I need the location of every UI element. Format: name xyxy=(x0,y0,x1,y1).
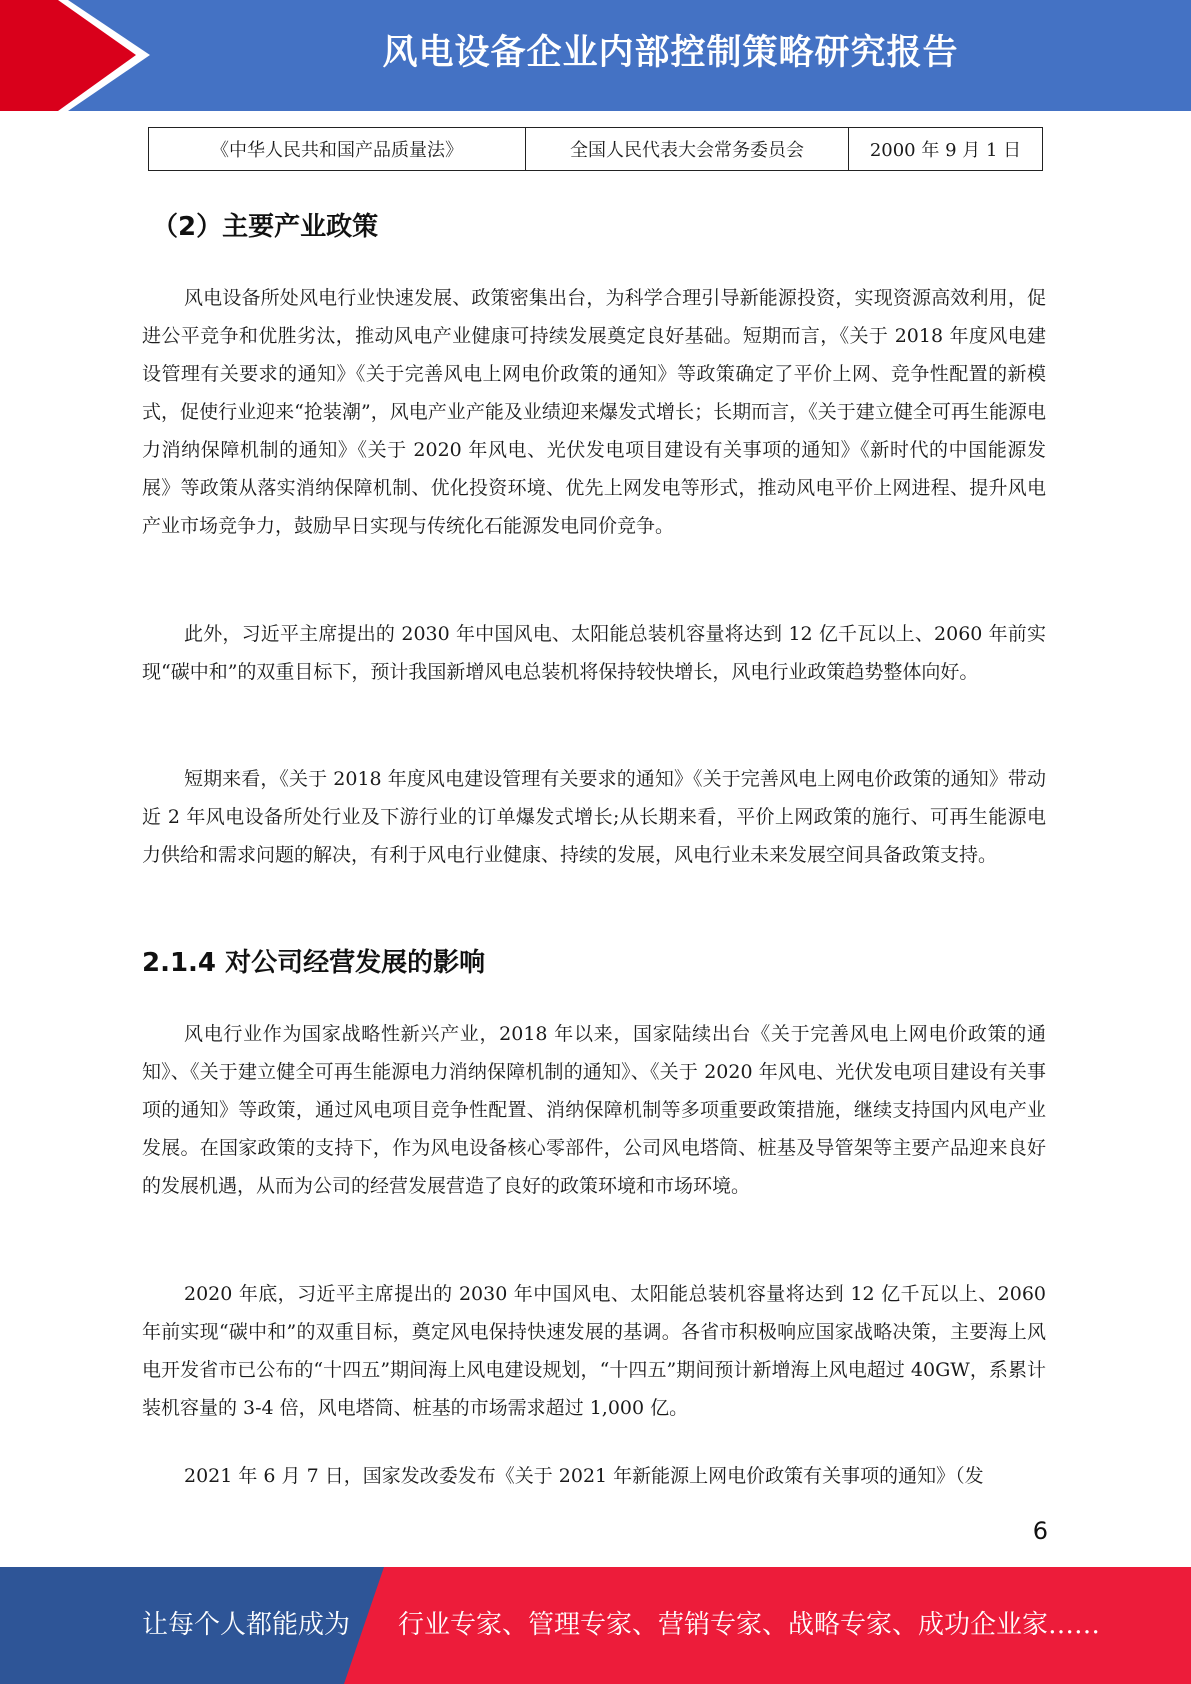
paragraph: 2020 年底，习近平主席提出的 2030 年中国风电、太阳能总装机容量将达到 12 亿千瓦以上、2060 年前实现“碳中和”的双重目标，奠定风电保持快速发展的基调。各省市积极响应国家战略决策，主要海上风电开发省市已公布的“十四五”期间海上风电建设规划，“十四五”期间预计新增海上风电超过 40GW，系累计装机容量的 3-4 倍，风电塔筒、桩基的市场需求超过 1,000 亿。 xyxy=(142,1283,1046,1419)
paragraph: 2021 年 6 月 7 日，国家发改委发布《关于 2021 年新能源上网电价政策有关事项的通知》（发 xyxy=(184,1465,984,1487)
section-heading-impact: 2.1.4 对公司经营发展的影响 xyxy=(142,948,486,978)
page-number: 6 xyxy=(1032,1517,1048,1545)
issuing-body-cell: 全国人民代表大会常务委员会 xyxy=(526,128,849,171)
page-footer xyxy=(0,1567,1191,1684)
paragraph: 此外，习近平主席提出的 2030 年中国风电、太阳能总装机容量将达到 12 亿千瓦以上、2060 年前实现“碳中和”的双重目标下，预计我国新增风电总装机将保持较快增长，风电行业政策趋势整体向好。 xyxy=(142,623,1046,683)
page-header xyxy=(0,0,1191,111)
report-title: 风电设备企业内部控制策略研究报告 xyxy=(382,33,959,73)
table-row xyxy=(149,128,1043,171)
paragraph: 风电行业作为国家战略性新兴产业，2018 年以来，国家陆续出台《关于完善风电上网电价政策的通知》、《关于建立健全可再生能源电力消纳保障机制的通知》、《关于 2020 年风电、光伏发电项目建设有关事项的通知》等政策，通过风电项目竞争性配置、消纳保障机制等多项重要政策措施，继续支持国内风电产业发展。在国家政策的支持下，作为风电设备核心零部件，公司风电塔筒、桩基及导管架等主要产品迎来良好的发展机遇，从而为公司的经营发展营造了良好的政策环境和市场环境。 xyxy=(142,1023,1046,1197)
law-name-cell: 《中华人民共和国产品质量法》 xyxy=(149,128,526,171)
section-heading-policy: （2）主要产业政策 xyxy=(152,212,379,242)
paragraph: 短期来看，《关于 2018 年度风电建设管理有关要求的通知》《关于完善风电上网电价政策的通知》带动近 2 年风电设备所处行业及下游行业的订单爆发式增长;从长期来看，平价上网政策的施行、可再生能源电力供给和需求问题的解决，有利于风电行业健康、持续的发展，风电行业未来发展空间具备政策支持。 xyxy=(142,768,1046,866)
footer-slogan-left: 让每个人都能成为 xyxy=(142,1610,351,1640)
paragraph: 风电设备所处风电行业快速发展、政策密集出台，为科学合理引导新能源投资，实现资源高效利用，促进公平竞争和优胜劣汰，推动风电产业健康可持续发展奠定良好基础。短期而言，《关于 2018 年度风电建设管理有关要求的通知》《关于完善风电上网电价政策的通知》等政策确定了平价上网、竞争性配置的新模式，促使行业迎来“抢装潮”，风电产业产能及业绩迎来爆发式增长；长期而言，《关于建立健全可再生能源电力消纳保障机制的通知》《关于 2020 年风电、光伏发电项目建设有关事项的通知》《新时代的中国能源发展》等政策从落实消纳保障机制、优化投资环境、优先上网发电等形式，推动风电平价上网进程、提升风电产业市场竞争力，鼓励早日实现与传统化石能源发电同价竞争。 xyxy=(142,287,1046,537)
footer-slogan-right: 行业专家、管理专家、营销专家、战略专家、成功企业家…… xyxy=(398,1610,1101,1640)
effective-date-cell: 2000 年 9 月 1 日 xyxy=(849,128,1043,171)
law-reference-table xyxy=(148,127,1043,171)
